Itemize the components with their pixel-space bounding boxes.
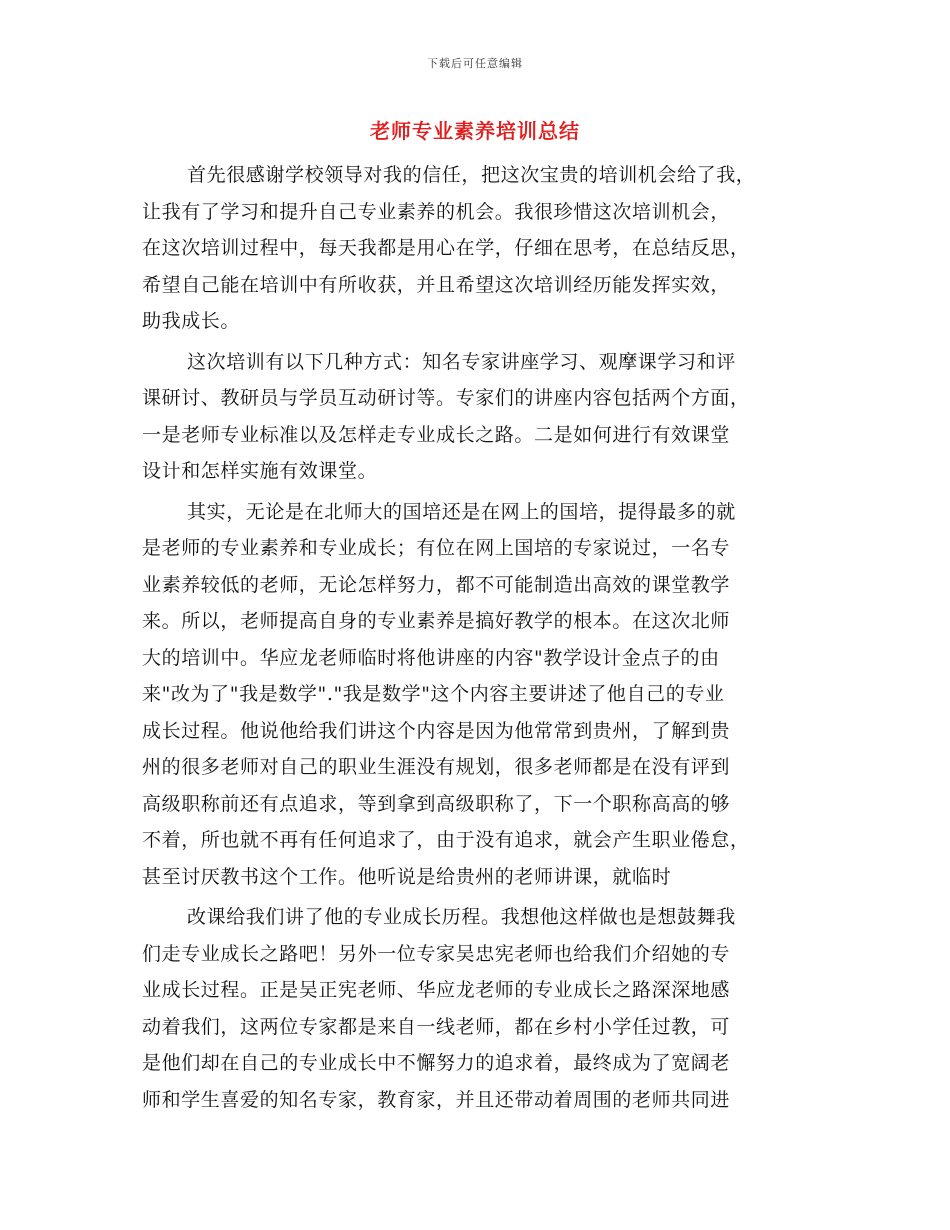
text-line: 这次培训有以下几种方式：知名专家讲座学习、观摩课学习和评 <box>187 350 736 373</box>
text-line: 一是老师专业标准以及怎样走专业成长之路。二是如何进行有效课堂 <box>142 423 731 446</box>
text-line: 师和学生喜爱的知名专家，教育家，并且还带动着周围的老师共同进 <box>142 1088 731 1111</box>
document-title: 老师专业素养培训总结 <box>370 119 580 143</box>
text-line: 在这次培训过程中，每天我都是用心在学，仔细在思考，在总结反思， <box>142 237 750 259</box>
text-line: 首先很感谢学校领导对我的信任，把这次宝贵的培训机会给了我， <box>187 164 756 186</box>
paragraph <box>142 494 822 896</box>
text-line: 州的很多老师对自己的职业生涯没有规划，很多老师都是在没有评到 <box>142 756 731 778</box>
text-line: 来"改为了"我是数学"."我是数学"这个内容主要讲述了他自己的专业 <box>142 683 725 705</box>
paragraph <box>142 157 822 340</box>
text-line: 业成长过程。正是吴正宪老师、华应龙老师的专业成长之路深深地感 <box>142 979 731 1001</box>
text-line: 大的培训中。华应龙老师临时将他讲座的内容"教学设计金点子的由 <box>142 646 720 669</box>
text-line: 甚至讨厌教书这个工作。他听说是给贵州的老师讲课，就临时 <box>142 865 672 888</box>
text-line: 不着，所也就不再有任何追求了，由于没有追求，就会产生职业倦怠， <box>142 829 750 851</box>
text-line: 助我成长。 <box>142 310 241 332</box>
paragraph <box>142 899 822 1118</box>
text-line: 其实，无论是在北师大的国培还是在网上的国培，提得最多的就 <box>187 500 736 523</box>
text-line: 来。所以，老师提高自身的专业素养是搞好教学的根本。在这次北师 <box>142 610 731 632</box>
text-line: 希望自己能在培训中有所收获，并且希望这次培训经历能发挥实效， <box>142 273 731 296</box>
text-line: 们走专业成长之路吧！另外一位专家吴忠宪老师也给我们介绍她的专 <box>142 942 731 965</box>
text-line: 高级职称前还有点追求，等到拿到高级职称了，下一个职称高高的够 <box>142 792 731 815</box>
header-note: 下载后可任意编辑 <box>427 57 523 70</box>
paragraph <box>142 344 822 490</box>
text-line: 是他们却在自己的专业成长中不懈努力的追求着，最终成为了宽阔老 <box>142 1052 731 1074</box>
text-line: 成长过程。他说他给我们讲这个内容是因为他常常到贵州，了解到贵 <box>142 719 731 742</box>
document-body <box>142 157 822 1118</box>
text-line: 是老师的专业素养和专业成长；有位在网上国培的专家说过，一名专 <box>142 537 731 559</box>
text-line: 课研讨、教研员与学员互动研讨等。专家们的讲座内容包括两个方面， <box>142 387 750 409</box>
text-line: 让我有了学习和提升自己专业素养的机会。我很珍惜这次培训机会， <box>142 200 731 223</box>
text-line: 业素养较低的老师，无论怎样努力，都不可能制造出高效的课堂教学 <box>142 573 731 596</box>
text-line: 设计和怎样实施有效课堂。 <box>142 460 378 482</box>
text-line: 动着我们，这两位专家都是来自一线老师，都在乡村小学任过教，可 <box>142 1015 731 1038</box>
text-line: 改课给我们讲了他的专业成长历程。我想他这样做也是想鼓舞我 <box>187 906 736 928</box>
